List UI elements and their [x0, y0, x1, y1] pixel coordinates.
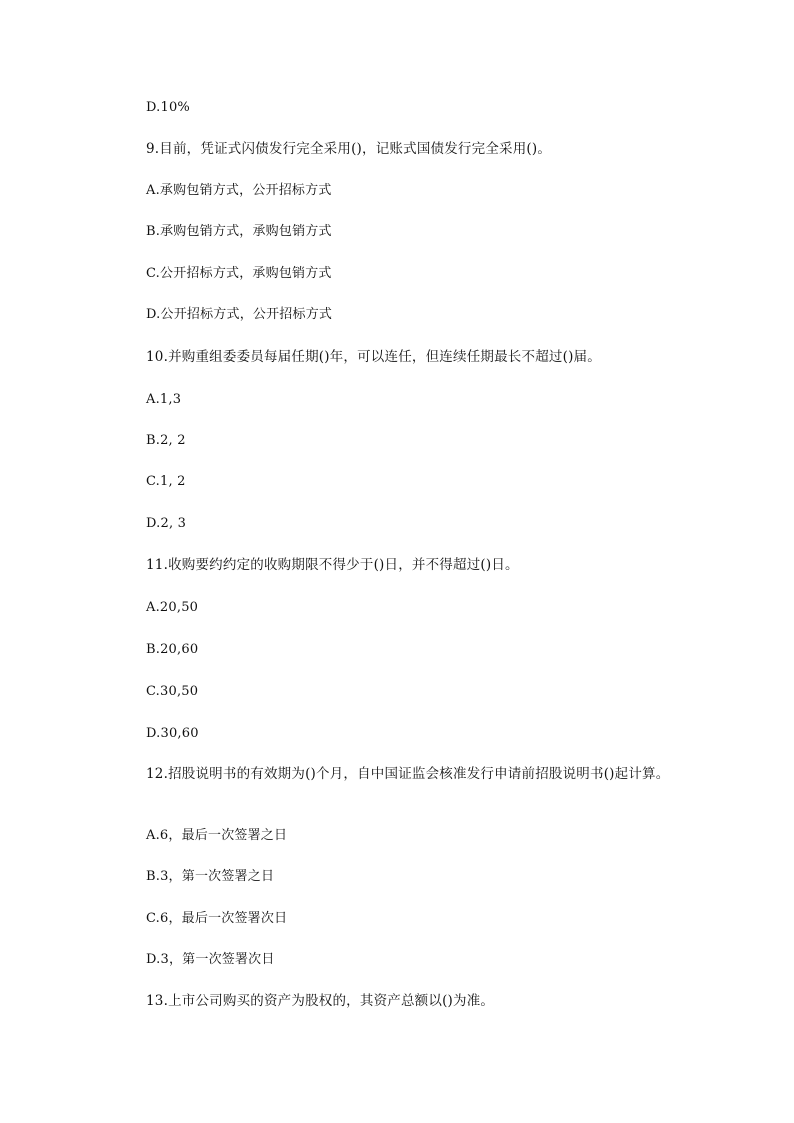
question-13: 13.上市公司购买的资产为股权的，其资产总额以()为准。: [146, 993, 495, 1009]
option-12b: B.3，第一次签署之日: [146, 869, 275, 884]
option-12c: C.6，最后一次签署次日: [146, 911, 288, 926]
option-10a: A.1,3: [146, 392, 182, 407]
question-10: 10.并购重组委委员每届任期()年，可以连任，但连续任期最长不超过()届。: [146, 349, 601, 365]
option-10d: D.2, 3: [146, 516, 187, 531]
question-12: 12.招股说明书的有效期为()个月，自中国证监会核准发行申请前招股说明书()起计算。: [146, 766, 670, 782]
option-9c: C.公开招标方式，承购包销方式: [146, 266, 332, 281]
option-9b: B.承购包销方式，承购包销方式: [146, 224, 332, 239]
option-8d: D.10%: [146, 100, 190, 115]
option-9a: A.承购包销方式，公开招标方式: [146, 183, 332, 198]
question-9: 9.目前，凭证式闪债发行完全采用()，记账式国债发行完全采用()。: [146, 141, 552, 157]
option-11d: D.30,60: [146, 726, 199, 741]
option-10c: C.1, 2: [146, 474, 186, 489]
question-11: 11.收购要约约定的收购期限不得少于()日，并不得超过()日。: [146, 557, 519, 573]
option-10b: B.2, 2: [146, 433, 186, 448]
option-11b: B.20,60: [146, 642, 199, 657]
option-9d: D.公开招标方式，公开招标方式: [146, 307, 333, 322]
option-11c: C.30,50: [146, 684, 199, 699]
option-12d: D.3，第一次签署次日: [146, 952, 275, 967]
option-12a: A.6，最后一次签署之日: [146, 828, 288, 843]
option-11a: A.20,50: [146, 600, 199, 615]
